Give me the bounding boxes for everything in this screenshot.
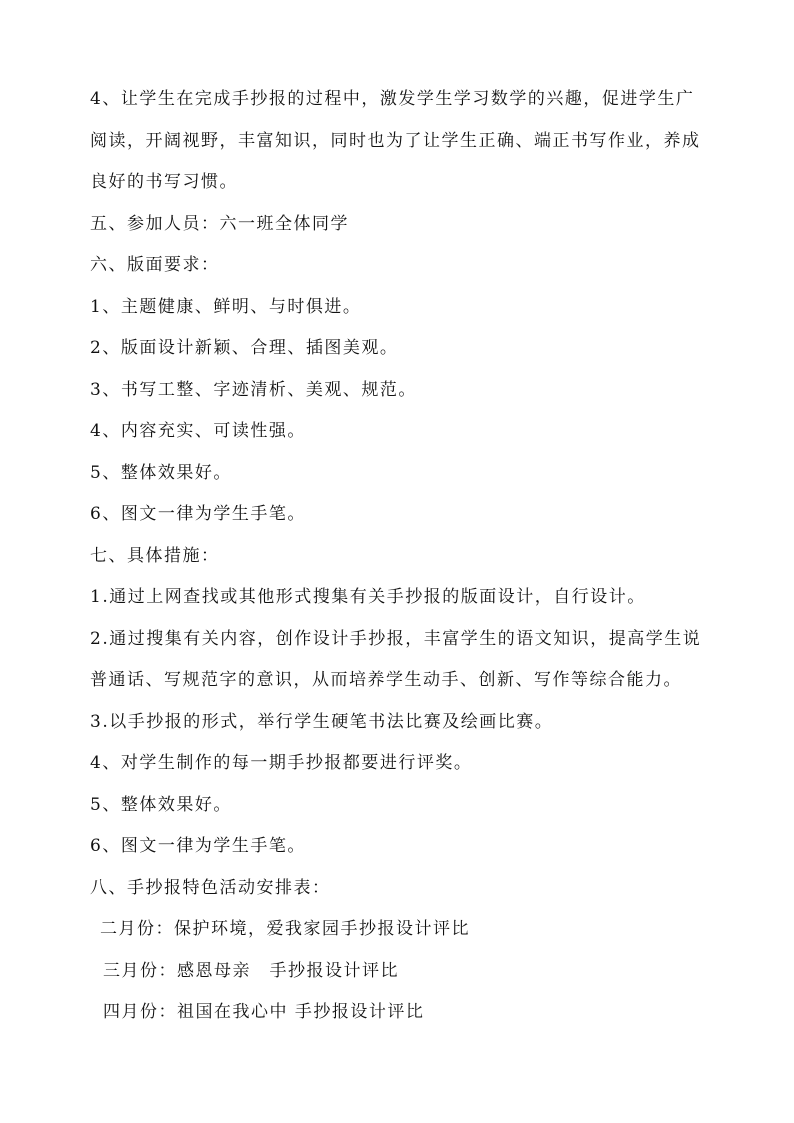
list-item: 2、版面设计新颖、合理、插图美观。 [90,338,399,358]
paragraph-line: 良好的书写习惯。 [90,172,238,192]
schedule-item: 四月份：祖国在我心中 手抄报设计评比 [103,1002,425,1022]
section-heading: 五、参加人员：六一班全体同学 [90,213,349,234]
list-item: 3、书写工整、字迹清析、美观、规范。 [90,379,417,400]
section-heading: 七、具体措施： [90,545,220,566]
list-item: 3.以手抄报的形式，举行学生硬笔书法比赛及绘画比赛。 [90,711,554,732]
list-item: 1.通过上网查找或其他形式搜集有关手抄报的版面设计，自行设计。 [90,587,646,607]
section-heading: 六、版面要求： [90,255,220,275]
paragraph-line: 4、让学生在完成手抄报的过程中，激发学生学习数学的兴趣，促进学生广 [90,89,695,109]
section-heading: 八、手抄报特色活动安排表： [90,877,331,898]
list-item: 6、图文一律为学生手笔。 [90,504,306,524]
list-item: 4、内容充实、可读性强。 [90,421,306,441]
schedule-item: 三月份：感恩母亲 手抄报设计评比 [103,960,399,981]
list-item: 1、主题健康、鲜明、与时俱进。 [90,296,362,317]
paragraph-line: 阅读，开阔视野，丰富知识，同时也为了让学生正确、端正书写作业，养成 [90,130,701,151]
list-item: 4、对学生制作的每一期手抄报都要进行评奖。 [90,753,473,773]
list-item: 5、整体效果好。 [90,794,232,815]
list-item: 5、整体效果好。 [90,462,232,483]
list-item: 2.通过搜集有关内容，创作设计手抄报，丰富学生的语文知识，提高学生说 [90,628,702,649]
schedule-item: 二月份：保护环境，爱我家园手抄报设计评比 [100,919,470,939]
list-item: 6、图文一律为学生手笔。 [90,836,306,856]
document-body [90,82,720,1037]
paragraph-line: 普通话、写规范字的意识，从而培养学生动手、创新、写作等综合能力。 [90,670,682,690]
